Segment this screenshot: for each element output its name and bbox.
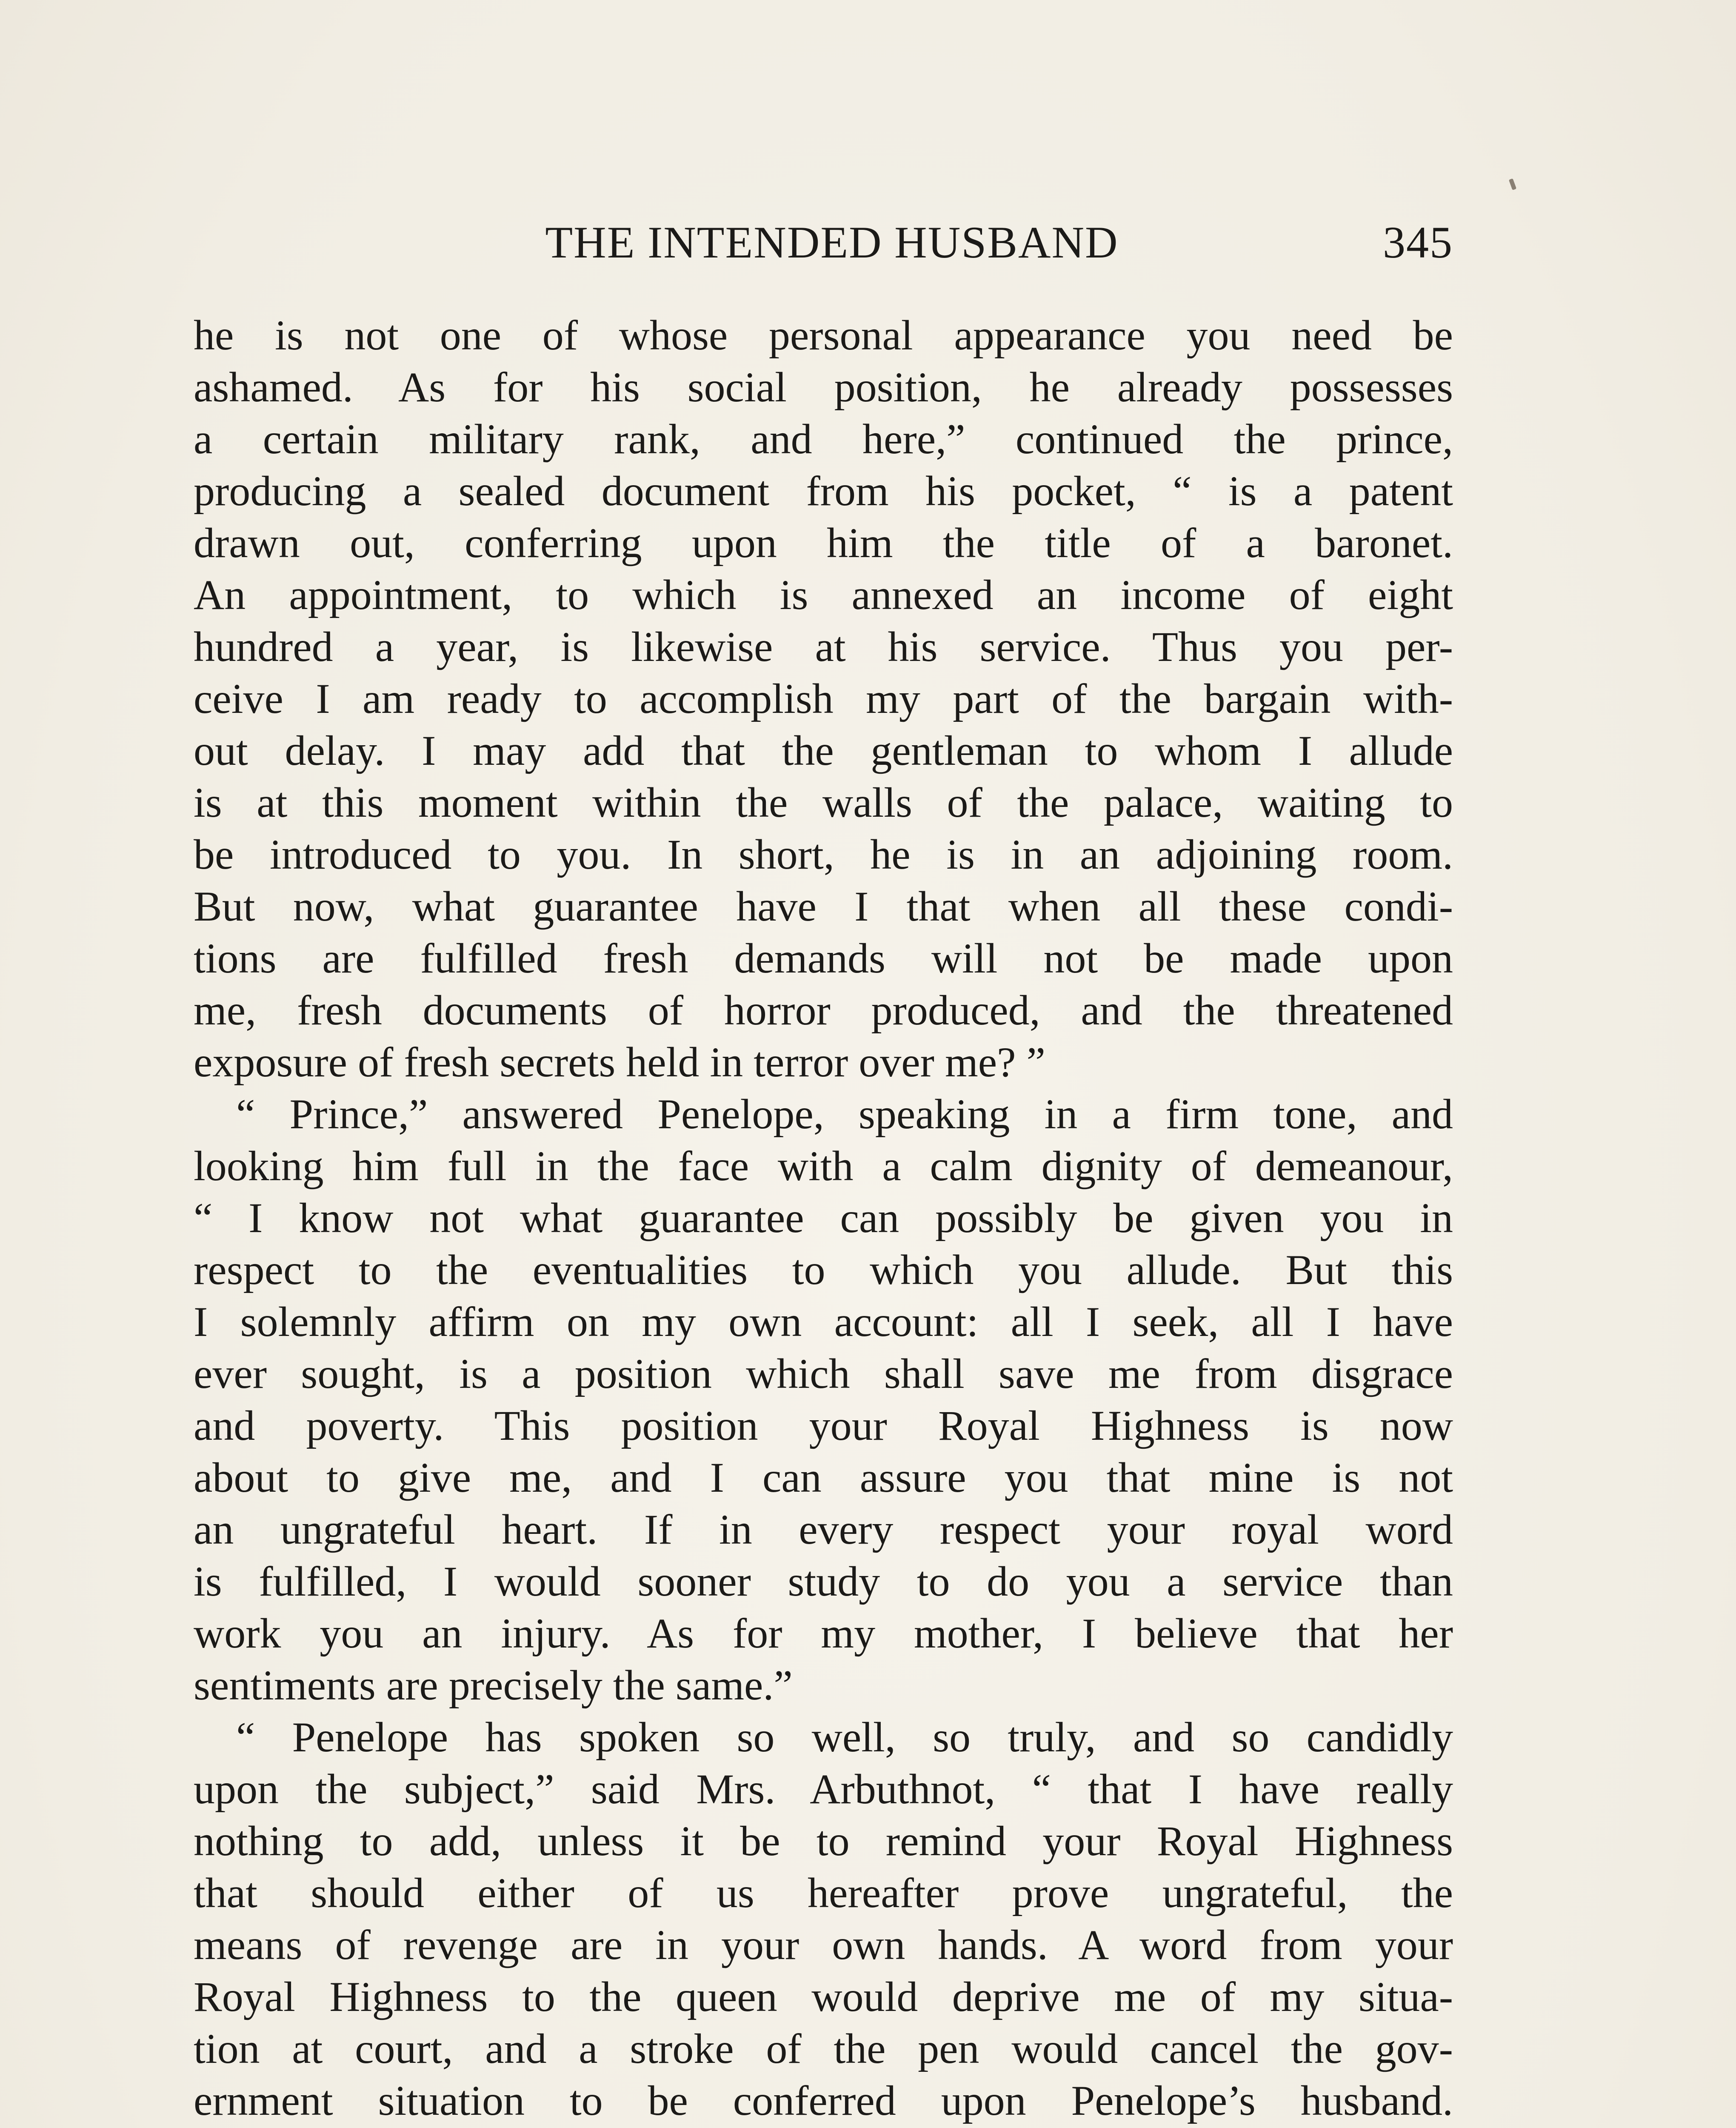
- text-line: But now, what guarantee have I that when all these condi-: [194, 883, 1453, 930]
- text-line: he is not one of whose personal appearance you need be: [194, 312, 1453, 359]
- text-line: that should either of us hereafter prove ungrateful, the: [194, 1869, 1453, 1916]
- text-line: nothing to add, unless it be to remind your Royal Highness: [194, 1817, 1453, 1865]
- text-line: a certain military rank, and here,” continued the prince,: [194, 415, 1453, 463]
- text-line: tion at court, and a stroke of the pen would cancel the gov-: [194, 2025, 1453, 2072]
- text-line: An appointment, to which is annexed an income of eight: [194, 571, 1453, 618]
- page-number: 345: [1383, 217, 1453, 267]
- text-line: work you an injury. As for my mother, I believe that her: [194, 1610, 1453, 1657]
- text-line: an ungrateful heart. If in every respect your royal word: [194, 1506, 1453, 1553]
- text-line: “ Penelope has spoken so well, so truly, and so candidly: [236, 1713, 1453, 1761]
- running-title: THE INTENDED HUSBAND: [545, 217, 1119, 267]
- text-line: ceive I am ready to accomplish my part of the bargain with-: [194, 675, 1453, 722]
- text-line: sentiments are precisely the same.”: [194, 1662, 793, 1709]
- text-line: me, fresh documents of horror produced, and the threatened: [194, 987, 1453, 1034]
- text-line: and poverty. This position your Royal Highness is now: [194, 1402, 1453, 1449]
- text-line: ever sought, is a position which shall save me from disgrace: [194, 1350, 1453, 1397]
- text-line: “ Prince,” answered Penelope, speaking in a firm tone, and: [236, 1090, 1453, 1138]
- text-line: Royal Highness to the queen would deprive me of my situa-: [194, 1973, 1453, 2020]
- text-line: ashamed. As for his social position, he already possesses: [194, 363, 1453, 411]
- text-line: hundred a year, is likewise at his service. Thus you per-: [194, 623, 1453, 670]
- text-line: about to give me, and I can assure you that mine is not: [194, 1454, 1453, 1501]
- running-head: [194, 213, 1453, 272]
- text-line: drawn out, conferring upon him the title of a baronet.: [194, 519, 1453, 566]
- text-line: producing a sealed document from his pocket, “ is a patent: [194, 467, 1453, 515]
- text-line: tions are fulfilled fresh demands will not be made upon: [194, 935, 1453, 982]
- text-line: ernment situation to be conferred upon Penelope’s husband.: [194, 2077, 1453, 2124]
- paper-speck: [1509, 178, 1516, 190]
- text-line: exposure of fresh secrets held in terror over me? ”: [194, 1038, 1045, 1086]
- text-line: “ I know not what guarantee can possibly be given you in: [194, 1194, 1453, 1241]
- text-line: out delay. I may add that the gentleman to whom I allude: [194, 727, 1453, 774]
- text-line: looking him full in the face with a calm dignity of demeanour,: [194, 1142, 1453, 1190]
- body-text: [194, 309, 1453, 2128]
- text-line: respect to the eventualities to which you allude. But this: [194, 1246, 1453, 1293]
- text-line: upon the subject,” said Mrs. Arbuthnot, “ that I have really: [194, 1765, 1453, 1813]
- text-line: means of revenge are in your own hands. A word from your: [194, 1921, 1453, 1968]
- text-line: I solemnly affirm on my own account: all I seek, all I have: [194, 1298, 1453, 1345]
- text-line: is at this moment within the walls of the palace, waiting to: [194, 779, 1453, 826]
- text-line: is fulfilled, I would sooner study to do you a service than: [194, 1558, 1453, 1605]
- text-line: be introduced to you. In short, he is in an adjoining room.: [194, 831, 1453, 878]
